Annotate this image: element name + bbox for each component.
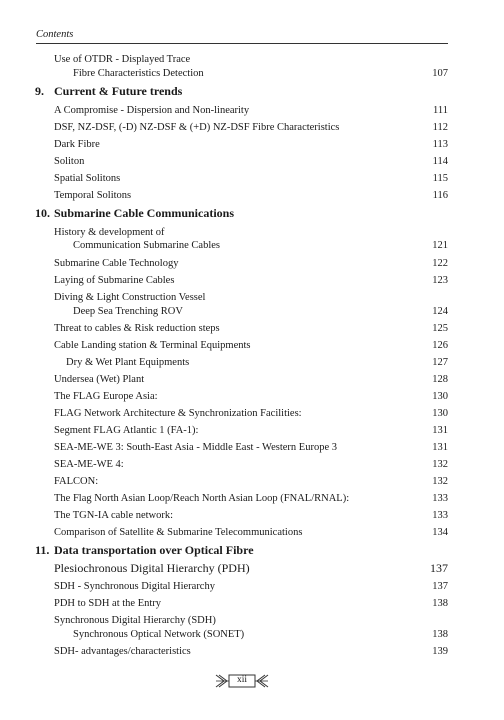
toc-page-number: 126: [432, 340, 448, 351]
toc-page-number: 132: [432, 476, 448, 487]
toc-page-number: 113: [432, 139, 448, 150]
toc-entry-title: Plesiochronous Digital Hierarchy (PDH): [54, 561, 250, 575]
toc-page-number: 138: [432, 629, 448, 640]
toc-entry-title: Use of OTDR - Displayed Trace: [54, 54, 191, 65]
toc-entry-title: Threat to cables & Risk reduction steps: [54, 323, 220, 334]
toc-page-number: 131: [432, 442, 448, 453]
toc-page-number: 127: [432, 357, 448, 368]
toc-entry-title: Synchronous Optical Network (SONET): [73, 629, 245, 640]
toc-page-number: 133: [432, 510, 448, 521]
toc-entry-title: Temporal Solitons: [54, 190, 132, 201]
chapter-number: 9.: [35, 84, 44, 98]
toc-entry-title: The TGN-IA cable network:: [54, 510, 174, 521]
toc-entry-title: DSF, NZ-DSF, (-D) NZ-DSF & (+D) NZ-DSF Fibre Characteristics: [54, 122, 340, 133]
toc-entry-title: Submarine Cable Communications: [54, 206, 235, 220]
toc-entry-title: SDH - Synchronous Digital Hierarchy: [54, 581, 215, 592]
toc-page-number: 133: [432, 493, 448, 504]
toc-entry-title: Diving & Light Construction Vessel: [54, 292, 206, 303]
toc-page-number: 128: [432, 374, 448, 385]
toc-page-number: 124: [432, 306, 448, 317]
toc-page-number: 130: [432, 391, 448, 402]
toc-entry-title: SEA-ME-WE 4:: [54, 459, 124, 470]
toc-entry-title: FALCON:: [54, 476, 99, 487]
toc-entry-title: Spatial Solitons: [54, 173, 121, 184]
toc-page-number: 138: [432, 598, 448, 609]
toc-entry-title: The Flag North Asian Loop/Reach North Asian Loop (FNAL/RNAL):: [54, 493, 350, 504]
toc-page-number: 139: [432, 646, 448, 657]
toc-page-number: 115: [432, 173, 448, 184]
toc-entry-title: FLAG Network Architecture & Synchronization Facilities:: [54, 408, 302, 419]
toc-entry-title: The FLAG Europe Asia:: [54, 391, 158, 402]
toc-entry-title: Comparison of Satellite & Submarine Telecommunications: [54, 527, 303, 538]
toc-entry-title: SEA-ME-WE 3: South-East Asia - Middle East - Western Europe 3: [54, 442, 337, 453]
toc-page-number: 122: [432, 258, 448, 269]
toc-page-number: 116: [432, 190, 448, 201]
toc-entry-title: Communication Submarine Cables: [73, 240, 220, 251]
toc-page-number: 107: [432, 68, 448, 79]
toc-entry-title: A Compromise - Dispersion and Non-linearity: [54, 105, 250, 116]
toc-page-number: 131: [432, 425, 448, 436]
toc-page-number: 130: [432, 408, 448, 419]
toc-entry-title: Dark Fibre: [54, 139, 100, 150]
toc-entry-title: Data transportation over Optical Fibre: [54, 543, 254, 557]
toc-entry-title: Cable Landing station & Terminal Equipments: [54, 340, 251, 351]
header-divider: [36, 43, 448, 44]
running-header: Contents: [36, 29, 74, 40]
chapter-number: 11.: [35, 543, 50, 557]
toc-page-number: 137: [430, 561, 448, 575]
toc-entry-title: Submarine Cable Technology: [54, 258, 179, 269]
toc-page-number: 132: [432, 459, 448, 470]
toc-page-number: 125: [432, 323, 448, 334]
toc-entry-title: Soliton: [54, 156, 85, 167]
toc-page-number: 111: [433, 105, 448, 116]
toc-page-number: 134: [432, 527, 448, 538]
toc-page-number: 121: [432, 240, 448, 251]
toc-entry-title: Fibre Characteristics Detection: [73, 68, 204, 79]
toc-entry-title: Segment FLAG Atlantic 1 (FA-1):: [54, 425, 199, 436]
toc-entry-title: Dry & Wet Plant Equipments: [66, 357, 190, 368]
toc-page-number: 114: [432, 156, 448, 167]
chapter-number: 10.: [35, 206, 50, 220]
toc-entry-title: SDH- advantages/characteristics: [54, 646, 191, 657]
toc-entry-title: Deep Sea Trenching ROV: [73, 306, 183, 317]
page-footer: [214, 673, 270, 689]
page-number: xii: [236, 675, 248, 685]
toc-entry-title: History & development of: [54, 227, 165, 238]
toc-page-number: 123: [432, 275, 448, 286]
toc-entry-title: Current & Future trends: [54, 84, 183, 98]
toc-entry-title: Undersea (Wet) Plant: [54, 374, 145, 385]
toc-page-number: 112: [432, 122, 448, 133]
toc-page-number: 137: [432, 581, 448, 592]
toc-entry-title: Laying of Submarine Cables: [54, 275, 175, 286]
toc-entry-title: PDH to SDH at the Entry: [54, 598, 162, 609]
toc-entry-title: Synchronous Digital Hierarchy (SDH): [54, 615, 216, 626]
